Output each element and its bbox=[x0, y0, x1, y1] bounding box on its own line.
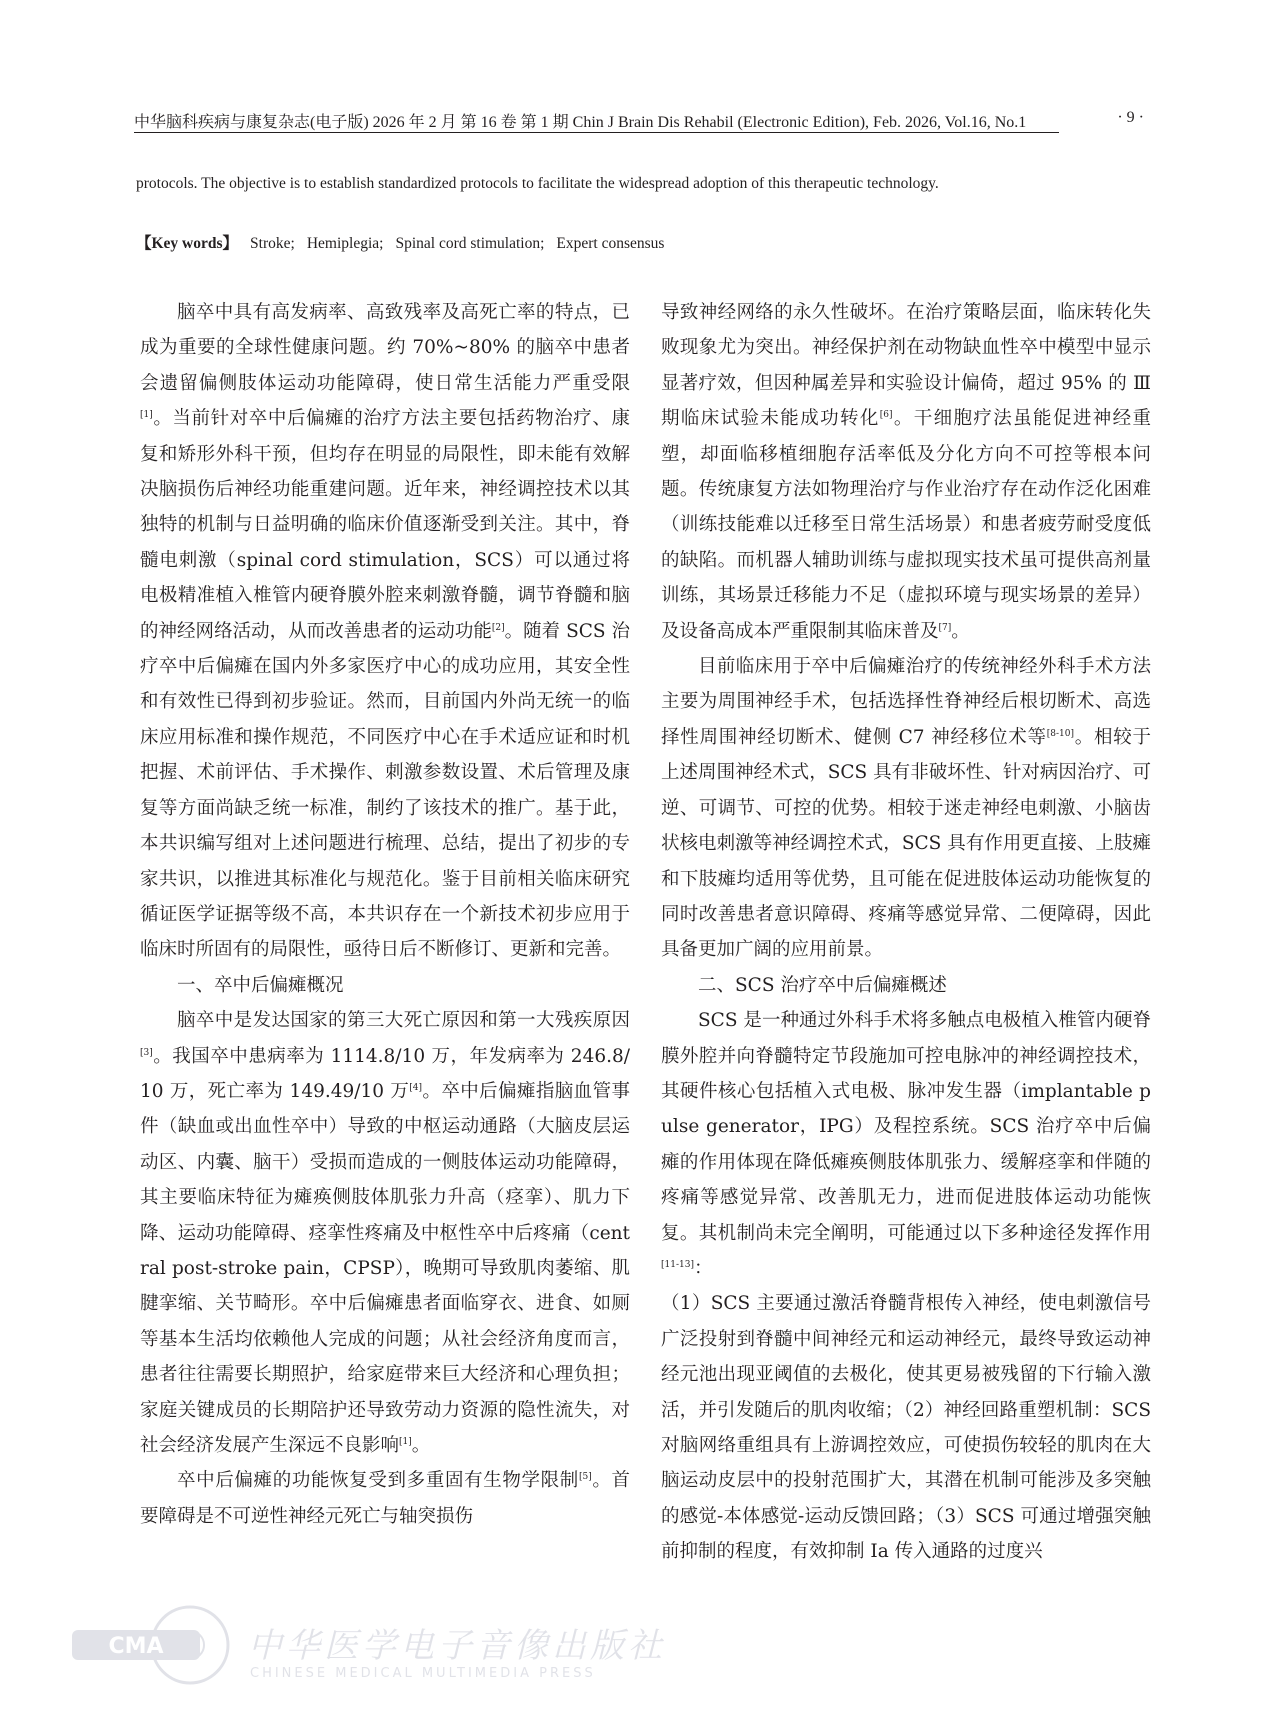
citation-ref: [5] bbox=[578, 1472, 592, 1483]
body-paragraph: 脑卒中具有高发病率、高致残率及高死亡率的特点，已成为重要的全球性健康问题。约 70%~80% 的脑卒中患者会遗留偏侧肢体运动功能障碍，使日常生活能力严重受限[1]。当前针对卒中后偏瘫的治疗方法主要包括药物治疗、康复和矫形外科干预，但均存在明显的局限性，即未能有效解决脑损伤后神经功能重建问题。近年来，神经调控技术以其独特的机制与日益明确的临床价值逐渐受到关注。其中，脊髓电刺激（spinal cord stimulation，SCS）可以通过将电极精准植入椎管内硬脊膜外腔来刺激脊髓，调节脊髓和脑的神经网络活动，从而改善患者的运动功能[2]。随着 SCS 治疗卒中后偏瘫在国内外多家医疗中心的成功应用，其安全性和有效性已得到初步验证。然而，目前国内外尚无统一的临床应用标准和操作规范，不同医疗中心在手术适应证和时机把握、术前评估、手术操作、刺激参数设置、术后管理及康复等方面尚缺乏统一标准，制约了该技术的推广。基于此，本共识编写组对上述问题进行梳理、总结，提出了初步的专家共识，以推进其标准化与规范化。鉴于目前相关临床研究循证医学证据等级不高，本共识存在一个新技术初步应用于临床时所固有的局限性，亟待日后不断修订、更新和完善。 bbox=[140, 302, 630, 961]
keywords-label: 【Key words】 bbox=[136, 235, 239, 252]
citation-ref: [1] bbox=[140, 410, 153, 421]
keyword-item: Stroke; bbox=[250, 235, 295, 252]
citation-ref: [4] bbox=[409, 1082, 423, 1093]
body-paragraph: 卒中后偏瘫的功能恢复受到多重固有生物学限制[5]。首要障碍是不可逆性神经元死亡与轴突损伤 bbox=[140, 1470, 630, 1527]
keywords-line bbox=[136, 231, 1136, 253]
header-rule bbox=[134, 132, 1059, 133]
press-name-en: CHINESE MEDICAL MULTIMEDIA PRESS bbox=[250, 1666, 596, 1681]
citation-ref: [11-13] bbox=[661, 1259, 694, 1270]
body-paragraph: （1）SCS 主要通过激活脊髓背根传入神经，使电刺激信号广泛投射到脊髓中间神经元和运动神经元，最终导致运动神经元池出现亚阈值的去极化，使其更易被残留的下行输入激活，并引发随后的肌肉收缩；（2）神经回路重塑机制：SCS 对脑网络重组具有上游调控效应，可使损伤较轻的肌肉在大脑运动皮层中的投射范围扩大，其潜在机制可能涉及多突触的感觉-本体感觉-运动反馈回路；（3）SCS 可通过增强突触前抑制的程度，有效抑制 Ia 传入通路的过度兴 bbox=[661, 1293, 1151, 1563]
right-column bbox=[661, 295, 1151, 1570]
body-paragraph: SCS 是一种通过外科手术将多触点电极植入椎管内硬脊膜外腔并向脊髓特定节段施加可控电脉冲的神经调控技术，其硬件核心包括植入式电极、脉冲发生器（implantable pulse generator，IPG）及程控系统。SCS 治疗卒中后偏瘫的作用体现在降低瘫痪侧肢体肌张力、缓解痉挛和伴随的疼痛等感觉异常、改善肌无力，进而促进肢体运动功能恢复。其机制尚未完全阐明，可能通过以下多种途径发挥作用[11-13]： bbox=[661, 1010, 1151, 1279]
body-paragraph: 导致神经网络的永久性破坏。在治疗策略层面，临床转化失败现象尤为突出。神经保护剂在动物缺血性卒中模型中显示显著疗效，但因种属差异和实验设计偏倚，超过 95% 的 Ⅲ 期临床试验未能成功转化[6]。干细胞疗法虽能促进神经重塑，却面临移植细胞存活率低及分化方向不可控等根本问题。传统康复方法如物理治疗与作业治疗存在动作泛化困难（训练技能难以迁移至日常生活场景）和患者疲劳耐受度低的缺陷。而机器人辅助训练与虚拟现实技术虽可提供高剂量训练，其场景迁移能力不足（虚拟环境与现实场景的差异）及设备高成本严重限制其临床普及[7]。 bbox=[661, 302, 1151, 642]
citation-ref: [7] bbox=[938, 622, 952, 633]
press-name: 中华医学电子音像出版社 bbox=[248, 1626, 666, 1666]
keyword-item: Expert consensus bbox=[556, 235, 665, 252]
abstract-tail: protocols. The objective is to establish standardized protocols to facilitate the widespread adoption of this therapeutic technology. bbox=[136, 175, 939, 192]
section-heading: 一、卒中后偏瘫概况 bbox=[177, 974, 344, 996]
body-paragraph: 目前临床用于卒中后偏瘫治疗的传统神经外科手术方法主要为周围神经手术，包括选择性脊神经后根切断术、高选择性周围神经切断术、健侧 C7 神经移位术等[8-10]。相较于上述周围神经术式，SCS 具有非破坏性、针对病因治疗、可逆、可调节、可控的优势。相较于迷走神经电刺激、小脑齿状核电刺激等神经调控术式，SCS 具有作用更直接、上肢瘫和下肢瘫均适用等优势，且可能在促进肢体运动功能恢复的同时改善患者意识障碍、疼痛等感觉异常、二便障碍，因此具备更加广阔的应用前景。 bbox=[661, 656, 1151, 961]
keyword-item: Hemiplegia; bbox=[306, 235, 384, 252]
page-number: · 9 · bbox=[1117, 109, 1144, 126]
body-paragraph: 脑卒中是发达国家的第三大死亡原因和第一大残疾原因[3]。我国卒中患病率为 1114.8/10 万，年发病率为 246.8/10 万，死亡率为 149.49/10 万[4]。卒中后偏瘫指脑血管事件（缺血或出血性卒中）导致的中枢运动通路（大脑皮层运动区、内囊、脑干）受损而造成的一侧肢体运动功能障碍，其主要临床特征为瘫痪侧肢体肌张力升高（痉挛）、肌力下降、运动功能障碍、痉挛性疼痛及中枢性卒中后疼痛（central post-stroke pain，CPSP），晚期可导致肌肉萎缩、肌腱挛缩、关节畸形。卒中后偏瘫患者面临穿衣、进食、如厕等基本生活均依赖他人完成的问题；从社会经济角度而言，患者往往需要长期照护，给家庭带来巨大经济和心理负担；家庭关键成员的长期陪护还导致劳动力资源的隐性流失，对社会经济发展产生深远不良影响[1]。 bbox=[140, 1010, 630, 1456]
citation-ref: [1] bbox=[399, 1436, 412, 1447]
svg-text:CMA: CMA bbox=[108, 1634, 164, 1659]
citation-ref: [3] bbox=[140, 1047, 153, 1058]
citation-ref: [8-10] bbox=[1046, 728, 1074, 739]
journal-citation: 中华脑科疾病与康复杂志(电子版) 2026 年 2 月 第 16 卷 第 1 期 Chin J Brain Dis Rehabil (Electronic Edition), Feb. 2026, Vol.16, No.1 bbox=[134, 114, 1027, 131]
left-column bbox=[140, 295, 630, 1534]
section-heading: 二、SCS 治疗卒中后偏瘫概述 bbox=[698, 974, 947, 996]
citation-ref: [6] bbox=[879, 410, 893, 421]
cma-logo-icon bbox=[70, 1600, 240, 1690]
citation-ref: [2] bbox=[491, 622, 505, 633]
keyword-item: Spinal cord stimulation; bbox=[395, 235, 545, 252]
publisher-watermark bbox=[70, 1600, 790, 1700]
